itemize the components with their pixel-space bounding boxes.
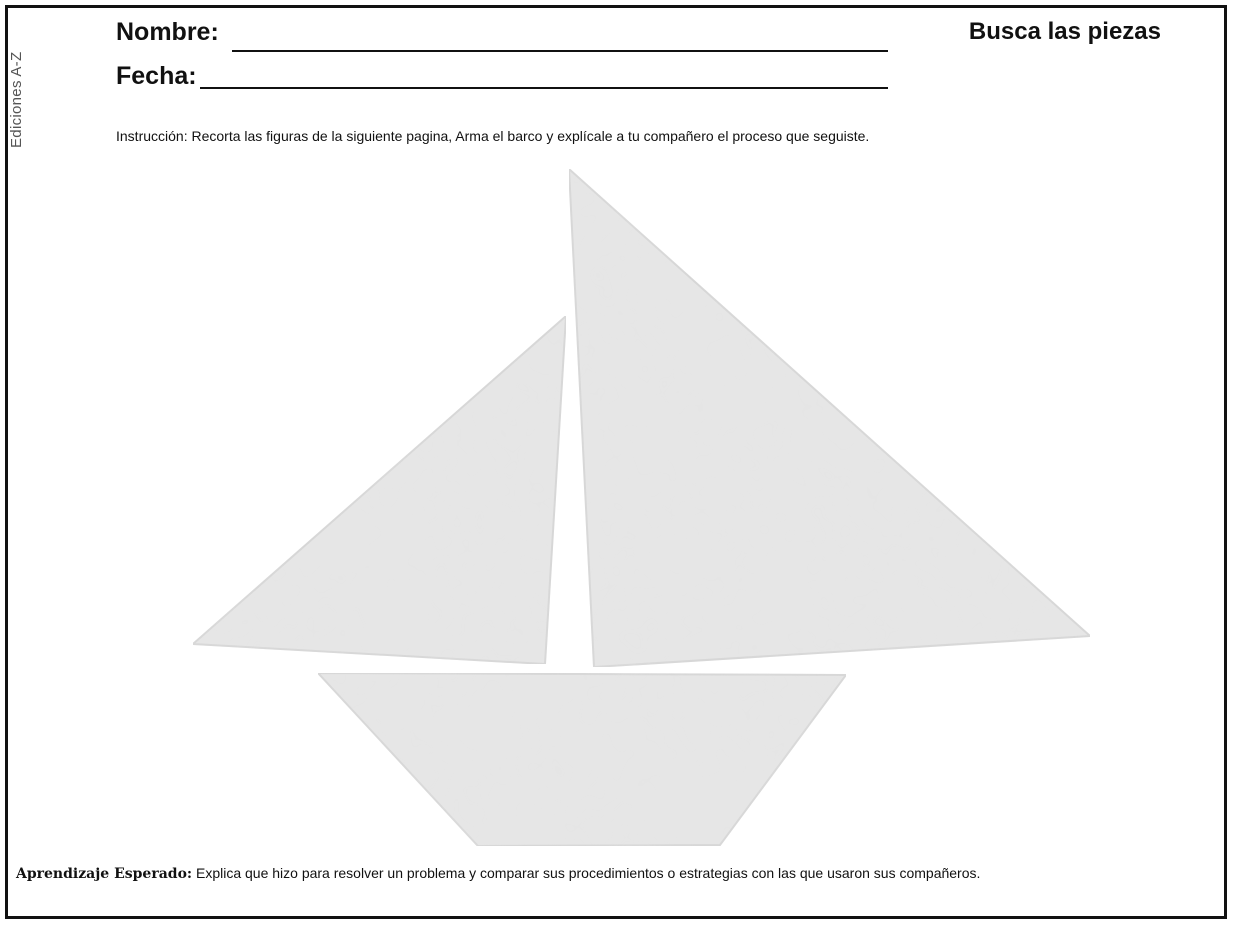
right-sail-piece [569, 169, 1090, 667]
learning-expectation-label: Aprendizaje Esperado: [16, 866, 193, 882]
hull-piece [318, 673, 846, 846]
name-label: Nombre: [116, 18, 219, 46]
date-label: Fecha: [116, 62, 197, 90]
learning-expectation-text: Explica que hizo para resolver un problema y comparar sus procedimientos o estrategias con las que usaron sus compañeros. [195, 865, 981, 881]
instruction-text: Instrucción: Recorta las figuras de la siguiente pagina, Arma el barco y explícale a tu compañero el proceso que seguiste. [116, 128, 870, 144]
publisher-label: Ediciones A-Z [8, 51, 25, 148]
left-sail-piece [193, 316, 566, 664]
learning-expectation [16, 862, 1211, 885]
worksheet-title: Busca las piezas [968, 18, 1161, 45]
